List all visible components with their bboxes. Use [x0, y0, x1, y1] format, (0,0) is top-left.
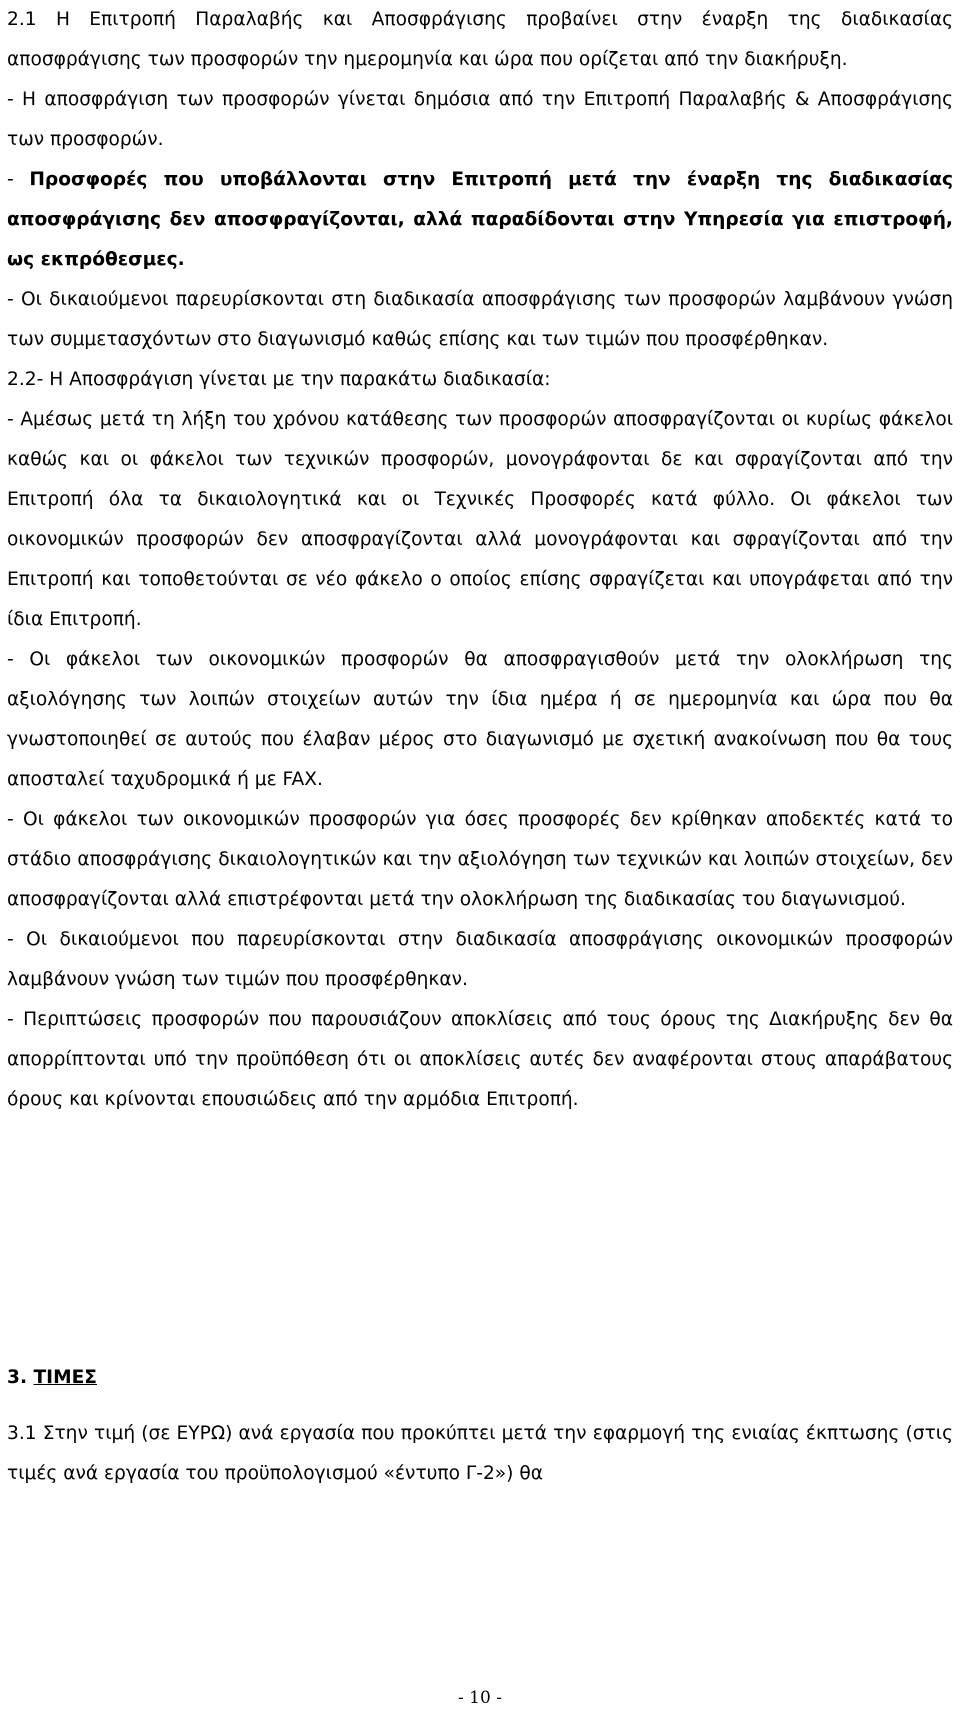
section-3-heading [7, 1358, 97, 1398]
section-3-title: ΤΙΜΕΣ [33, 1367, 98, 1388]
paragraph-price-knowledge: - Οι δικαιούμενοι που παρευρίσκονται στην διαδικασία αποσφράγισης οικονομικών προσφορών λαμβάνουν γνώση των τιμών που προσφέρθηκαν. [7, 929, 953, 990]
paragraph-rejected-envelopes: - Οι φάκελοι των οικονομικών προσφορών για όσες προσφορές δεν κρίθηκαν αποδεκτές κατά το στάδιο αποσφράγισης δικαιολογητικών και την αξιολόγηση των τεχνικών και λοιπών στοιχείων, δεν αποσφραγίζονται αλλά επιστρέφονται μετά την ολοκλήρωση της διαδικασίας του διαγωνισμού. [7, 809, 953, 910]
paragraph-prefix: - [7, 169, 30, 190]
late-offers-bold-text: Προσφορές που υποβάλλονται στην Επιτροπή μετά την έναρξη της διαδικασίας αποσφράγισης δεν αποσφραγίζονται, αλλά παραδίδονται στην Υπηρεσία για επιστροφή, ως εκπρόθεσμες. [7, 169, 953, 270]
paragraph-financial-envelopes: - Οι φάκελοι των οικονομικών προσφορών θα αποσφραγισθούν μετά την ολοκλήρωση της αξιολόγησης των λοιπών στοιχείων αυτών την ίδια ημέρα ή σε ημερομηνία και ώρα που θα γνωστοποιηθεί σε αυτούς που έλαβαν μέρος στο διαγωνισμό με σχετική ανακοίνωση που θα τους αποσταλεί ταχυδρομικά ή με FAX. [7, 649, 953, 790]
paragraph-3-1: 3.1 Στην τιμή (σε ΕΥΡΩ) ανά εργασία που προκύπτει μετά την εφαρμογή της ενιαίας έκπτωσης (στις τιμές ανά εργασία του προϋπολογισμού «έντυπο Γ-2») θα [7, 1423, 953, 1484]
paragraph-2-1: 2.1 Η Επιτροπή Παραλαβής και Αποσφράγισης προβαίνει στην έναρξη της διαδικασίας αποσφράγισης των προσφορών την ημερομηνία και ώρα που ορίζεται από την διακήρυξη. [7, 9, 953, 70]
paragraph-attendees: - Οι δικαιούμενοι παρευρίσκονται στη διαδικασία αποσφράγισης των προσφορών λαμβάνουν γνώση των συμμετασχόντων στο διαγωνισμό καθώς επίσης και των τιμών που προσφέρθηκαν. [7, 289, 953, 350]
paragraph-procedure: - Αμέσως μετά τη λήξη του χρόνου κατάθεσης των προσφορών αποσφραγίζονται οι κυρίως φάκελοι καθώς και οι φάκελοι των τεχνικών προσφορών, μονογράφονται δε και σφραγίζονται από την Επιτροπή όλα τα δικαιολογητικά και οι Τεχνικές Προσφορές κατά φύλλο. Οι φάκελοι των οικονομικών προσφορών δεν αποσφραγίζονται αλλά μονογράφονται και σφραγίζονται από την Επιτροπή και τοποθετούνται σε νέο φάκελο ο οποίος επίσης σφραγίζεται και υπογράφεται από την ίδια Επιτροπή. [7, 409, 953, 630]
paragraph-deviations: - Περιπτώσεις προσφορών που παρουσιάζουν αποκλίσεις από τους όρους της Διακήρυξης δεν θα απορρίπτονται υπό την προϋπόθεση ότι οι αποκλίσεις αυτές δεν αναφέρονται στους απαράβατους όρους και κρίνονται επουσιώδεις από την αρμόδια Επιτροπή. [7, 1009, 953, 1110]
section-3-body [7, 1414, 953, 1494]
section-3-number: 3. [7, 1367, 28, 1388]
page-number: - 10 - [458, 1688, 502, 1708]
paragraph-2-2: 2.2- Η Αποσφράγιση γίνεται με την παρακάτω διαδικασία: [7, 369, 551, 390]
paragraph-late-offers [7, 160, 953, 280]
paragraph-public-opening: - Η αποσφράγιση των προσφορών γίνεται δημόσια από την Επιτροπή Παραλαβής & Αποσφράγισης των προσφορών. [7, 89, 953, 150]
document-body [7, 0, 953, 1120]
